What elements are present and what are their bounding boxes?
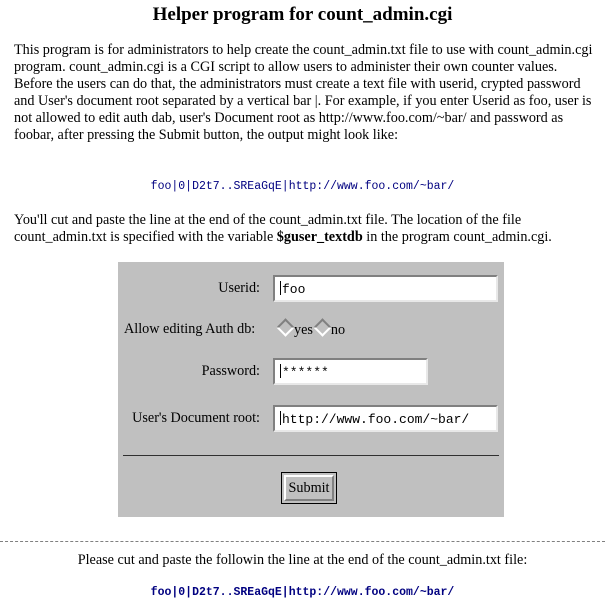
submit-button[interactable] [281,472,337,504]
auth-no-label: no [330,322,346,338]
auth-label: Allow editing Auth db: [124,321,256,337]
password-value: ****** [282,365,329,380]
instructions-text-before: You'll cut and paste the line at the end of the count_admin.txt file. The location of the file count_admin.txt is specified with the variable [14,212,522,245]
auth-yes-label: yes [294,322,313,338]
docroot-input[interactable] [273,405,498,432]
docroot-label: User's Document root: [132,410,260,426]
page-title: Helper program for count_admin.cgi [152,4,453,25]
docroot-value: http://www.foo.com/~bar/ [282,412,470,427]
auth-radio-group [276,321,345,339]
auth-yes-radio[interactable] [276,318,294,336]
text-caret [280,364,281,378]
text-caret [280,411,281,425]
form-divider [123,455,499,456]
helper-form [118,262,504,517]
text-caret [280,281,281,295]
userid-label: Userid: [218,280,260,296]
password-label: Password: [201,363,260,379]
instructions-paragraph [14,212,604,246]
section-divider [0,541,605,542]
sample-output-line: foo|0|D2t7..SREaGqE|http://www.foo.com/~bar/ [150,180,455,193]
intro-paragraph: This program is for administrators to help create the count_admin.txt file to use with count_admin.cgi program. count_admin.cgi is a CGI script to allow users to administer their own counter values. Before the users can do that, the administrators must create a text file with userid, crypted password and User's document root separated by a vertical bar |. For example, if you enter Userid as foo, user is not allowed to edit auth dab, user's Document root as http://www.foo.com/~bar/ and password as foobar, after pressing the Submit button, the output might look like: [14,42,593,143]
instructions-text-after: in the program count_admin.cgi. [362,229,552,245]
auth-no-radio[interactable] [313,318,331,336]
userid-input[interactable] [273,275,498,302]
password-input[interactable] [273,358,428,385]
result-output-line: foo|0|D2t7..SREaGqE|http://www.foo.com/~bar/ [150,586,455,599]
userid-value: foo [282,282,306,297]
submit-button-label: Submit [284,475,334,501]
variable-name: $guser_textdb [276,229,363,245]
result-label: Please cut and paste the followin the line at the end of the count_admin.txt file: [77,552,528,568]
